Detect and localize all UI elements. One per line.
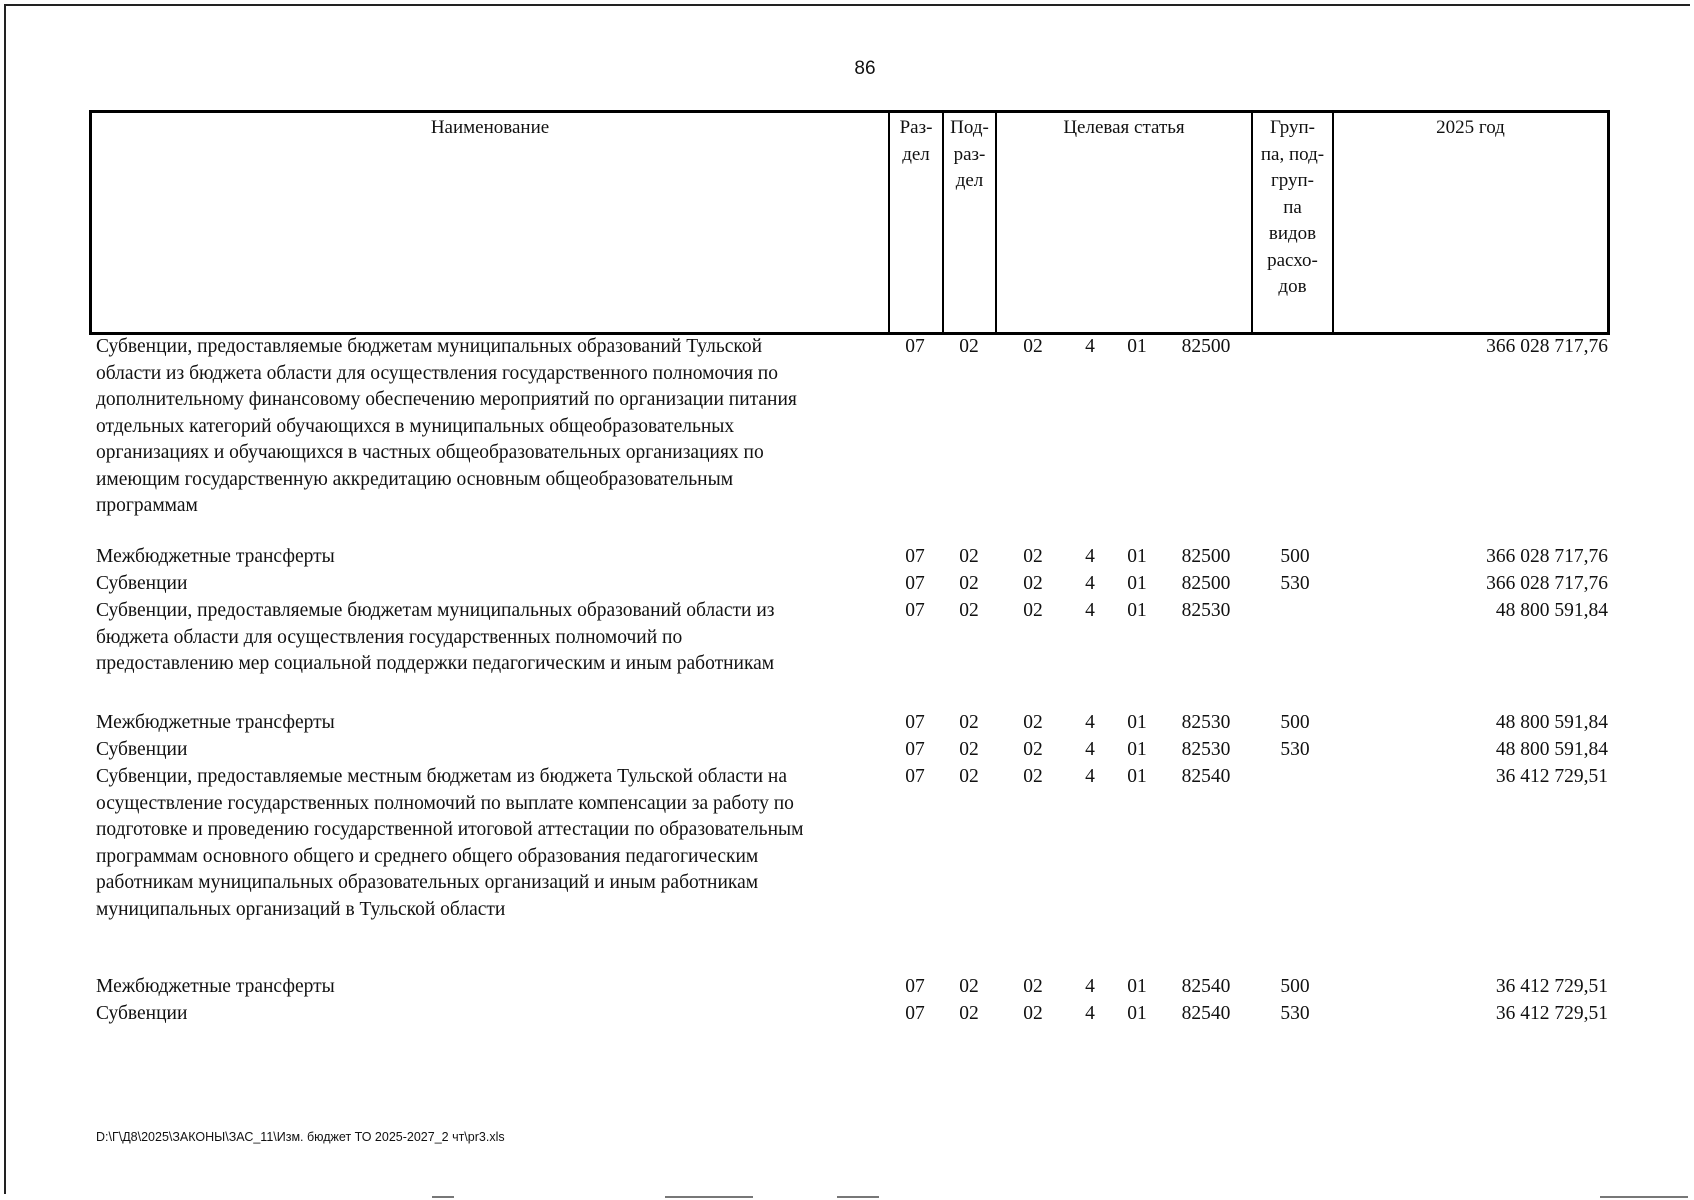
name-line: организациях и обучающихся в частных общеобразовательных организациях по [96,442,764,463]
header-line: па, под- [1260,143,1325,165]
file-path: D:\Г\Д8\2025\ЗАКОНЫ\ЗАС_11\Изм. бюджет ТО 2025-2027_2 чт\pr3.xls [96,1130,505,1144]
scan-artifact [665,1196,753,1198]
cell-target-subprogram: 01 [1127,976,1147,997]
header-line: груп- [1270,170,1315,191]
cell-target-direction: 82540 [1181,766,1231,787]
cell-name [96,334,886,520]
cell-target-program: 02 [1023,1003,1043,1024]
name-line: Субвенции, предоставляемые местным бюджетам из бюджета Тульской области на [96,766,787,787]
cell-podrazdel: 02 [959,1003,979,1024]
cell-amount: 36 412 729,51 [1495,976,1608,997]
cell-target-type: 4 [1085,600,1095,621]
cell-target-direction: 82500 [1181,546,1231,567]
cell-name [96,544,886,571]
cell-target-subprogram: 01 [1127,600,1147,621]
cell-razdel: 07 [905,600,925,621]
cell-target-subprogram: 01 [1127,766,1147,787]
scan-edge-top [4,4,1690,6]
cell-target-direction: 82530 [1181,712,1231,733]
cell-razdel: 07 [905,573,925,594]
header-line: раз- [953,143,986,165]
cell-name [96,737,886,764]
cell-target-program: 02 [1023,600,1043,621]
name-line: муниципальных организаций в Тульской области [96,898,506,920]
cell-expense-type: 500 [1280,712,1310,733]
cell-razdel: 07 [905,766,925,787]
cell-target-type: 4 [1085,766,1095,787]
header-line: Под- [950,117,989,138]
header-year: 2025 год [1436,117,1505,138]
cell-target-type: 4 [1085,336,1095,357]
cell-target-subprogram: 01 [1127,739,1147,760]
cell-target-subprogram: 01 [1127,712,1147,733]
cell-target-direction: 82540 [1181,1003,1231,1024]
scan-artifact [1600,1196,1688,1198]
cell-target-subprogram: 01 [1127,336,1147,357]
cell-target-program: 02 [1023,336,1043,357]
cell-expense-type: 530 [1280,573,1310,594]
name-line: отдельных категорий обучающихся в муниципальных общеобразовательных [96,415,735,437]
column-divider [995,113,997,332]
name-line: Межбюджетные трансферты [96,546,335,567]
cell-name [96,974,886,1001]
cell-amount: 366 028 717,76 [1486,546,1608,567]
header-line: дел [955,170,984,191]
cell-expense-type: 500 [1280,976,1310,997]
name-line: Субвенции [96,1003,188,1024]
cell-target-subprogram: 01 [1127,573,1147,594]
cell-podrazdel: 02 [959,739,979,760]
cell-podrazdel: 02 [959,600,979,621]
cell-amount: 36 412 729,51 [1495,1003,1608,1024]
cell-razdel: 07 [905,336,925,357]
cell-target-type: 4 [1085,976,1095,997]
name-line: программам [96,495,198,516]
header-line: видов [1268,223,1317,244]
cell-target-type: 4 [1085,546,1095,567]
header-line: па [1283,196,1302,218]
header-line: Груп- [1269,117,1316,138]
cell-amount: 48 800 591,84 [1495,739,1608,760]
header-line: расхо- [1267,249,1318,271]
cell-expense-type: 500 [1280,546,1310,567]
name-line: Субвенции [96,573,188,594]
cell-podrazdel: 02 [959,976,979,997]
name-line: имеющим государственную аккредитацию основным общеобразовательным [96,468,734,490]
cell-razdel: 07 [905,739,925,760]
header-line: Раз- [899,117,933,138]
name-line: области из бюджета области для осуществления государственного полномочия по [96,362,778,384]
name-line: Межбюджетные трансферты [96,712,335,733]
cell-podrazdel: 02 [959,766,979,787]
header-name: Наименование [430,117,550,138]
cell-podrazdel: 02 [959,336,979,357]
cell-target-program: 02 [1023,546,1043,567]
name-line: подготовке и проведению государственной итоговой аттестации по образовательным [96,819,804,840]
cell-target-direction: 82500 [1181,336,1231,357]
cell-name [96,710,886,737]
name-line: бюджета области для осуществления государственных полномочий по [96,626,683,648]
name-line: осуществление государственных полномочий по выплате компенсации за работу по [96,792,794,814]
table-header [89,110,1610,335]
header-vid-rashodov [1253,115,1332,301]
cell-expense-type: 530 [1280,739,1310,760]
cell-target-program: 02 [1023,573,1043,594]
name-line: Межбюджетные трансферты [96,976,335,997]
scan-artifact [432,1196,454,1198]
cell-podrazdel: 02 [959,573,979,594]
cell-name [96,598,886,678]
cell-target-direction: 82530 [1181,739,1231,760]
cell-target-program: 02 [1023,976,1043,997]
cell-razdel: 07 [905,712,925,733]
cell-target-type: 4 [1085,739,1095,760]
header-celevaya-statya: Целевая статья [1063,117,1185,138]
name-line: программам основного общего и среднего общего образования педагогическим [96,845,759,867]
cell-amount: 48 800 591,84 [1495,712,1608,733]
cell-target-type: 4 [1085,573,1095,594]
cell-amount: 48 800 591,84 [1495,600,1608,621]
cell-razdel: 07 [905,976,925,997]
header-razdel [890,115,942,168]
name-line: Субвенции [96,739,188,760]
cell-razdel: 07 [905,1003,925,1024]
cell-target-program: 02 [1023,766,1043,787]
cell-podrazdel: 02 [959,712,979,733]
cell-podrazdel: 02 [959,546,979,567]
cell-razdel: 07 [905,546,925,567]
cell-target-direction: 82530 [1181,600,1231,621]
name-line: работникам муниципальных образовательных организаций и иным работникам [96,872,759,893]
cell-target-direction: 82500 [1181,573,1231,594]
cell-target-type: 4 [1085,712,1095,733]
cell-name [96,764,886,923]
name-line: предоставлению мер социальной поддержки педагогическим и иным работникам [96,653,775,674]
cell-amount: 366 028 717,76 [1486,336,1608,357]
cell-amount: 366 028 717,76 [1486,573,1608,594]
cell-target-program: 02 [1023,712,1043,733]
cell-target-direction: 82540 [1181,976,1231,997]
header-line: дов [1278,276,1307,297]
cell-target-program: 02 [1023,739,1043,760]
cell-target-type: 4 [1085,1003,1095,1024]
header-line: дел [902,143,930,165]
name-line: дополнительному финансовому обеспечению мероприятий по организации питания [96,389,797,410]
cell-name [96,571,886,598]
scan-artifact [837,1196,879,1198]
name-line: Субвенции, предоставляемые бюджетам муниципальных образований области из [96,600,775,621]
cell-expense-type: 530 [1280,1003,1310,1024]
scan-edge-left [4,4,6,1194]
column-divider [1332,113,1334,332]
cell-name [96,1001,886,1028]
header-podrazdel [944,115,995,195]
cell-target-subprogram: 01 [1127,546,1147,567]
page-number: 86 [854,58,876,79]
name-line: Субвенции, предоставляемые бюджетам муниципальных образований Тульской [96,336,763,357]
cell-target-subprogram: 01 [1127,1003,1147,1024]
cell-amount: 36 412 729,51 [1495,766,1608,787]
